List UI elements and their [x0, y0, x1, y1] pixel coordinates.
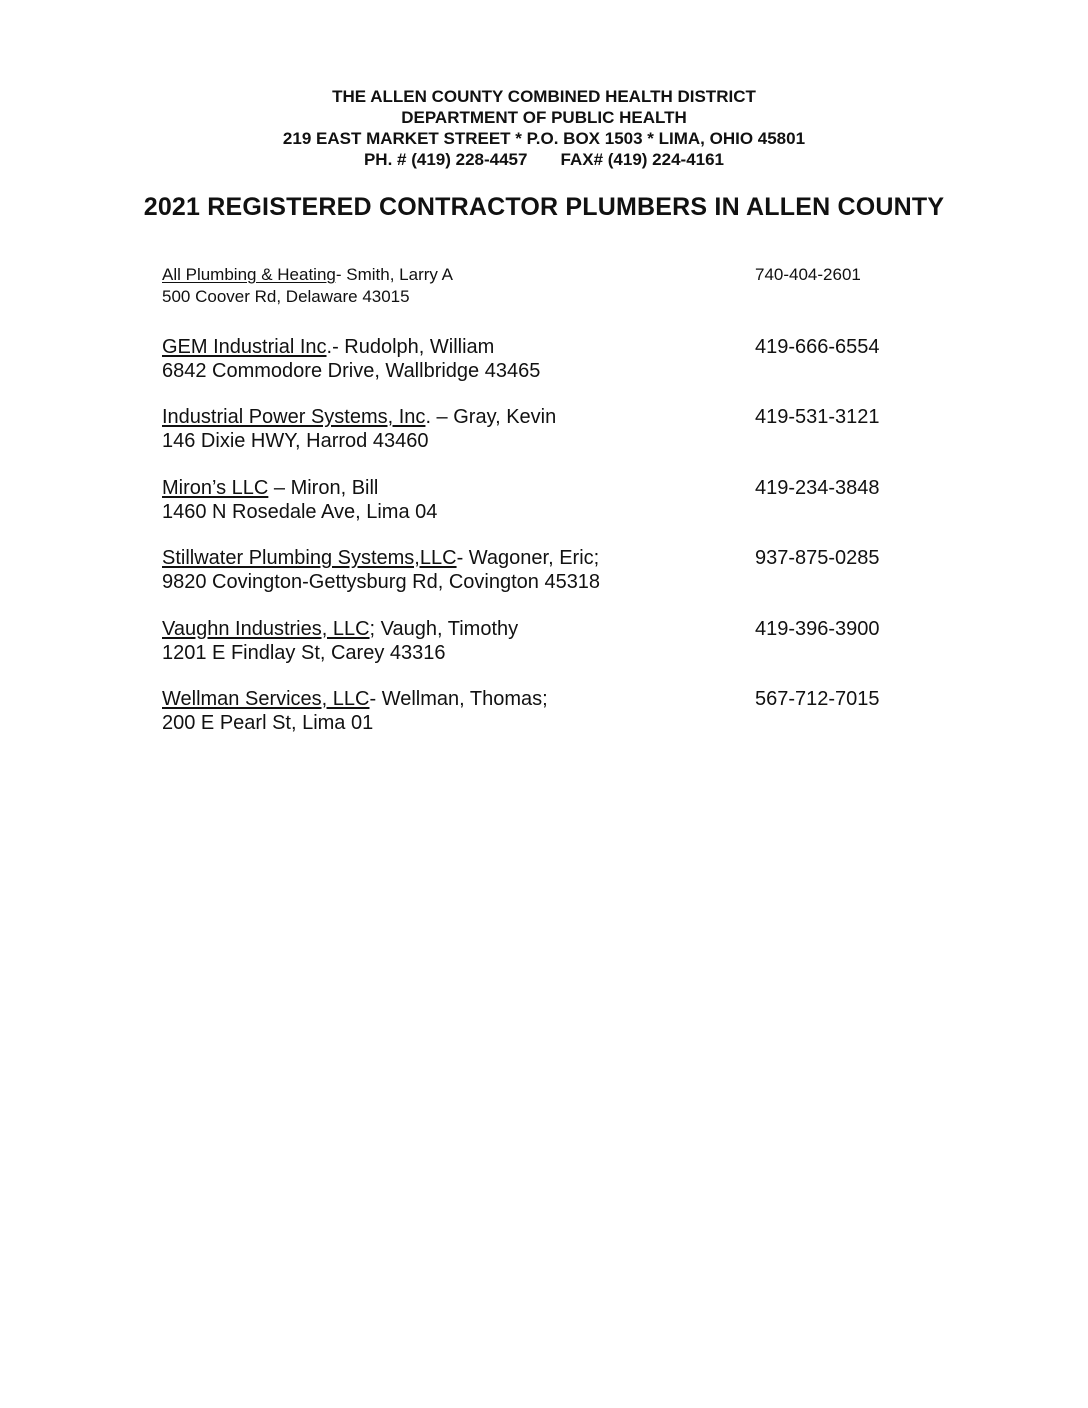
contractor-contact: . – Gray, Kevin	[425, 406, 557, 428]
contractor-address: 1201 E Findlay St, Carey 43316	[162, 641, 446, 664]
contractor-phone: 419-666-6554	[755, 335, 880, 358]
contractor-phone: 567-712-7015	[755, 688, 880, 710]
letterhead-address: 219 EAST MARKET STREET * P.O. BOX 1503 * LIMA, OHIO 45801	[282, 129, 806, 148]
contractor-address: 146 Dixie HWY, Harrod 43460	[162, 430, 429, 452]
contractor-address: 500 Coover Rd, Delaware 43015	[162, 287, 410, 306]
contractor-address: 200 E Pearl St, Lima 01	[162, 712, 374, 734]
contractor-entry	[162, 335, 922, 406]
contractor-company: Vaughn Industries, LLC	[162, 617, 370, 640]
contractor-company: Miron’s LLC	[162, 476, 269, 499]
contractor-list	[162, 264, 922, 758]
contractor-phone: 419-396-3900	[755, 617, 880, 640]
contractor-company: All Plumbing & Heating	[162, 265, 336, 284]
contractor-phone: 937-875-0285	[755, 547, 880, 569]
contractor-entry	[162, 405, 922, 476]
contractor-company: GEM Industrial Inc	[162, 335, 327, 358]
contractor-entry	[162, 617, 922, 688]
contractor-address: 9820 Covington-Gettysburg Rd, Covington 45318	[162, 571, 601, 593]
letterhead-organization: THE ALLEN COUNTY COMBINED HEALTH DISTRICT	[332, 87, 756, 106]
contractor-phone: 419-531-3121	[755, 406, 880, 428]
contractor-entry	[162, 264, 922, 335]
contractor-contact: ; Vaugh, Timothy	[369, 617, 519, 640]
contractor-company: Industrial Power Systems, Inc	[162, 406, 426, 428]
contractor-address: 1460 N Rosedale Ave, Lima 04	[162, 500, 438, 523]
contractor-phone: 740-404-2601	[755, 265, 861, 284]
contractor-contact: .- Rudolph, William	[326, 335, 495, 358]
letterhead-department: DEPARTMENT OF PUBLIC HEALTH	[401, 108, 687, 127]
contractor-address: 6842 Commodore Drive, Wallbridge 43465	[162, 359, 541, 382]
document-title: 2021 REGISTERED CONTRACTOR PLUMBERS IN ALLEN COUNTY	[143, 193, 945, 221]
contractor-phone: 419-234-3848	[755, 476, 880, 499]
contractor-entry	[162, 687, 922, 758]
contractor-contact: - Wagoner, Eric;	[456, 547, 600, 569]
contractor-contact: - Wellman, Thomas;	[369, 688, 548, 710]
letterhead-phone-fax: PH. # (419) 228-4457 FAX# (419) 224-4161	[363, 150, 725, 169]
contractor-company: Wellman Services, LLC	[162, 688, 370, 710]
contractor-company: Stillwater Plumbing Systems,LLC	[162, 547, 457, 569]
contractor-contact: - Smith, Larry A	[335, 265, 454, 284]
contractor-contact: – Miron, Bill	[268, 476, 379, 499]
letterhead	[0, 86, 1088, 170]
contractor-entry	[162, 476, 922, 547]
contractor-entry	[162, 546, 922, 617]
